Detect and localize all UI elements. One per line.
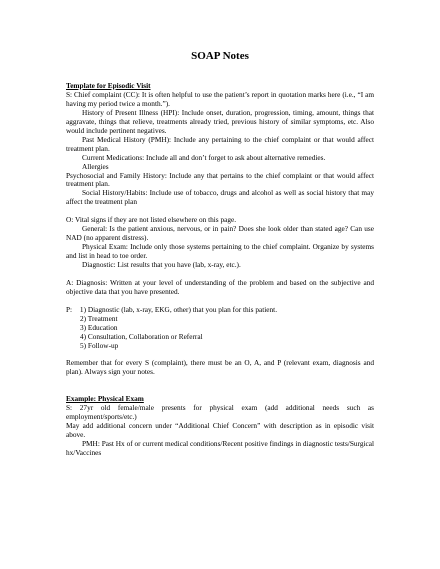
- history-present-illness: History of Present Illness (HPI): Include onset, duration, progression, timing, amount, things that aggravate, things that relieve, treatments already tried, previous history of similar symptoms, etc. Also would include pertinent negatives.: [66, 107, 374, 135]
- subjective-chief-complaint: S: Chief complaint (CC): It is often helpful to use the patient’s report in quotation marks here (i.e., “I am having my period twice a month.”).: [66, 89, 374, 108]
- current-medications: Current Medications: Include all and don’t forget to ask about alternative remedies.: [82, 152, 326, 162]
- plan-item: 1) Diagnostic (lab, x-ray, EKG, other) that you plan for this patient.: [79, 304, 278, 314]
- objective-vitals: O: Vital signs if they are not listed elsewhere on this page.: [66, 215, 237, 225]
- template-heading: Template for Episodic Visit: [66, 81, 151, 90]
- objective-diagnostic: Diagnostic: List results that you have (lab, x-ray, etc.).: [82, 260, 241, 270]
- example-subjective: S: 27yr old female/male presents for physical exam (add additional needs such as employment/sports/etc.): [66, 403, 374, 422]
- allergies: Allergies: [82, 161, 109, 171]
- plan-item: 3) Education: [80, 322, 118, 332]
- objective-physical-exam: Physical Exam: Include only those systems pertaining to the chief complaint. Organize by systems and list in head to toe order.: [66, 242, 374, 261]
- page-title: SOAP Notes: [191, 50, 249, 62]
- assessment-diagnosis: A: Diagnosis: Written at your level of understanding of the problem and based on the subjective and objective data that you have presented.: [66, 277, 374, 296]
- plan-item: 5) Follow-up: [80, 340, 119, 350]
- example-additional-concern: May add additional concern under “Additional Chief Concern” with description as in episodic visit above.: [66, 421, 374, 440]
- example-heading: Example: Physical Exam: [66, 394, 144, 404]
- plan-label: P:: [66, 304, 73, 314]
- social-history: Social History/Habits: Include use of tobacco, drugs and alcohol as well as social history that may affect the treatment plan: [66, 188, 374, 207]
- remember-note: Remember that for every S (complaint), there must be an O, A, and P (relevant exam, diagnosis and plan). Always sign your notes.: [66, 358, 374, 377]
- objective-general: General: Is the patient anxious, nervous, or in pain? Does she look older than stated age? Can use NAD (no apparent distress).: [66, 224, 374, 243]
- example-pmh: PMH: Past Hx of or current medical conditions/Recent positive findings in diagnostic tests/Surgical hx/Vaccines: [66, 439, 374, 457]
- document-body: [66, 82, 374, 458]
- past-medical-history: Past Medical History (PMH): Include any pertaining to the chief complaint or that would affect treatment plan.: [66, 134, 374, 153]
- plan-item: 2) Treatment: [80, 313, 118, 323]
- plan-item: 4) Consultation, Collaboration or Referral: [80, 331, 203, 341]
- psychosocial-history: Psychosocial and Family History: Include any that pertains to the chief complaint or that would affect treatment plan.: [66, 170, 374, 189]
